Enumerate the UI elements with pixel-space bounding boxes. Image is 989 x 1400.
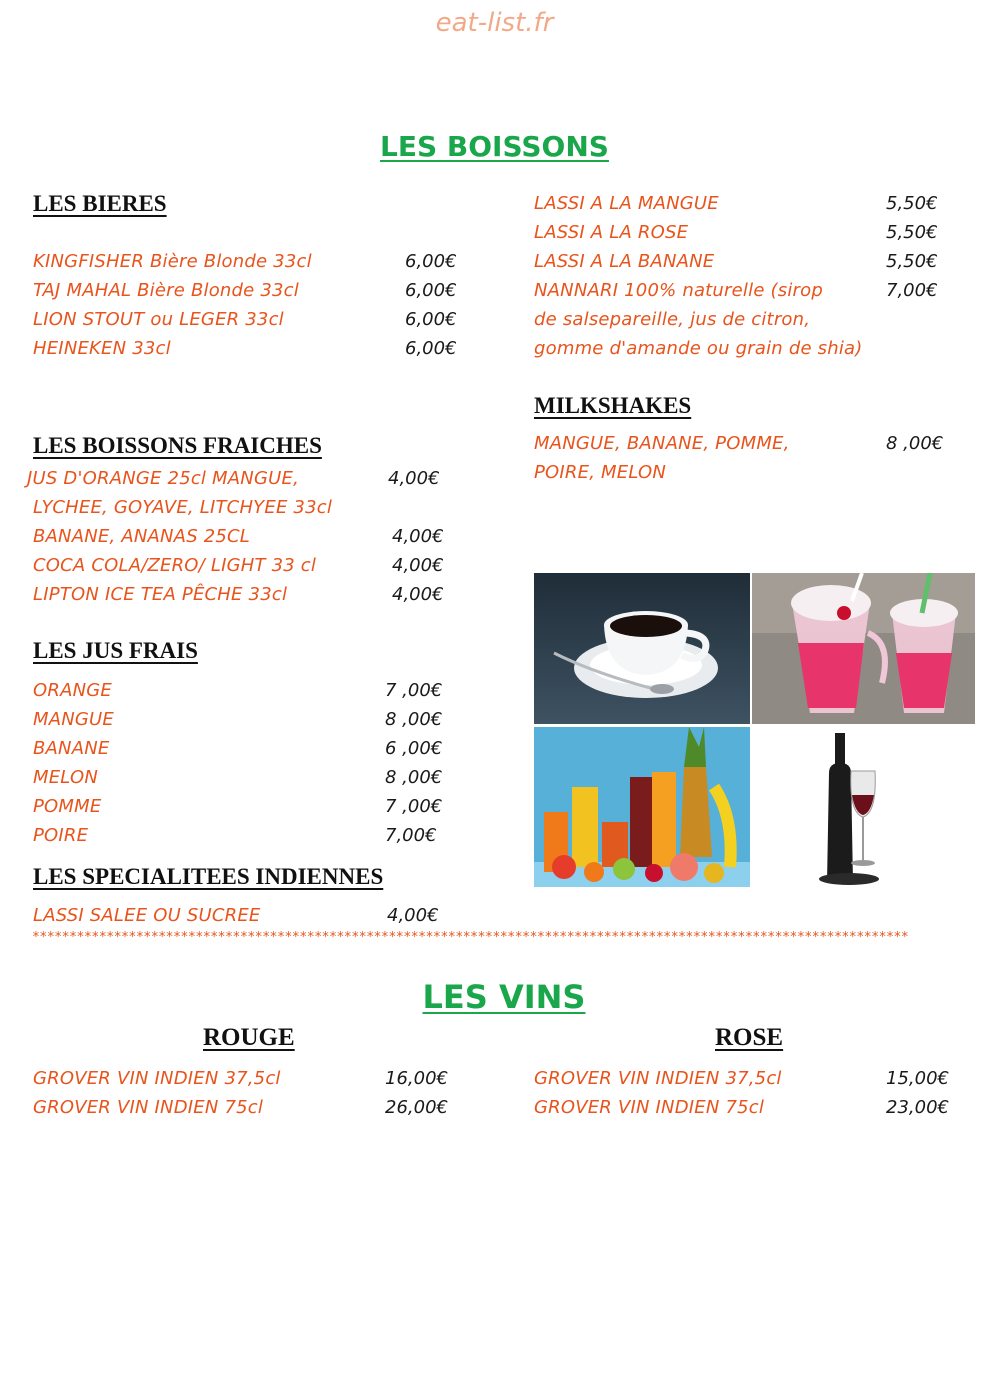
list-item: ORANGE bbox=[33, 680, 112, 701]
title-boissons: LES BOISSONS bbox=[380, 130, 609, 163]
price: 7 ,00€ bbox=[385, 680, 443, 701]
price: 5,50€ bbox=[886, 193, 938, 214]
list-item: LION STOUT ou LEGER 33cl bbox=[33, 309, 284, 330]
list-item: LASSI A LA ROSE bbox=[534, 222, 689, 243]
price: 6,00€ bbox=[405, 309, 457, 330]
list-item: LASSI A LA MANGUE bbox=[534, 193, 719, 214]
price: 8 ,00€ bbox=[385, 709, 443, 730]
list-item: MANGUE, BANANE, POMME, bbox=[534, 433, 790, 454]
list-item: BANANE, ANANAS 25CL bbox=[33, 526, 251, 547]
price: 4,00€ bbox=[392, 584, 444, 605]
price: 4,00€ bbox=[392, 555, 444, 576]
milkshake-photo bbox=[752, 573, 975, 724]
list-item: POIRE, MELON bbox=[534, 462, 667, 483]
heading-jus-frais: LES JUS FRAIS bbox=[33, 638, 198, 663]
heading-fraiches: LES BOISSONS FRAICHES bbox=[33, 433, 322, 458]
price: 7 ,00€ bbox=[385, 796, 443, 817]
list-item: GROVER VIN INDIEN 37,5cl bbox=[534, 1068, 782, 1089]
price: 4,00€ bbox=[392, 526, 444, 547]
price: 6,00€ bbox=[405, 338, 457, 359]
price: 23,00€ bbox=[886, 1097, 949, 1118]
heading-rose: ROSE bbox=[715, 1024, 784, 1051]
price: 7,00€ bbox=[385, 825, 437, 846]
list-item: de salsepareille, jus de citron, bbox=[534, 309, 811, 330]
list-item: TAJ MAHAL Bière Blonde 33cl bbox=[33, 280, 299, 301]
list-item: KINGFISHER Bière Blonde 33cl bbox=[33, 251, 312, 272]
price: 8 ,00€ bbox=[886, 433, 944, 454]
price: 5,50€ bbox=[886, 251, 938, 272]
price: 16,00€ bbox=[385, 1068, 448, 1089]
list-item: MELON bbox=[33, 767, 99, 788]
price: 6,00€ bbox=[405, 251, 457, 272]
price: 4,00€ bbox=[388, 468, 440, 489]
list-item: NANNARI 100% naturelle (sirop bbox=[534, 280, 823, 301]
price: 6 ,00€ bbox=[385, 738, 443, 759]
list-item: GROVER VIN INDIEN 37,5cl bbox=[33, 1068, 281, 1089]
list-item: COCA COLA/ZERO/ LIGHT 33 cl bbox=[33, 555, 317, 576]
list-item: LASSI A LA BANANE bbox=[534, 251, 715, 272]
heading-specialites: LES SPECIALITEES INDIENNES bbox=[33, 864, 384, 889]
heading-milkshakes: MILKSHAKES bbox=[534, 393, 692, 418]
wine-photo bbox=[805, 733, 900, 888]
list-item: HEINEKEN 33cl bbox=[33, 338, 171, 359]
price: 4,00€ bbox=[387, 905, 439, 926]
title-vins: LES VINS bbox=[422, 978, 586, 1016]
price: 26,00€ bbox=[385, 1097, 448, 1118]
list-item: POIRE bbox=[33, 825, 89, 846]
list-item: GROVER VIN INDIEN 75cl bbox=[33, 1097, 264, 1118]
list-item: LASSI SALEE OU SUCREE bbox=[33, 905, 261, 926]
list-item: GROVER VIN INDIEN 75cl bbox=[534, 1097, 765, 1118]
price: 7,00€ bbox=[886, 280, 938, 301]
list-item: JUS D'ORANGE 25cl MANGUE, bbox=[27, 468, 299, 489]
price: 6,00€ bbox=[405, 280, 457, 301]
watermark: eat-list.fr bbox=[435, 8, 554, 38]
price: 5,50€ bbox=[886, 222, 938, 243]
separator: ********************************************************************************************************************** bbox=[32, 930, 909, 945]
list-item: BANANE bbox=[33, 738, 110, 759]
fruit-juice-photo bbox=[534, 727, 750, 887]
heading-bieres: LES BIERES bbox=[33, 191, 167, 216]
list-item: LYCHEE, GOYAVE, LITCHYEE 33cl bbox=[33, 497, 333, 518]
list-item: gomme d'amande ou grain de shia) bbox=[534, 338, 863, 359]
list-item: LIPTON ICE TEA PÊCHE 33cl bbox=[33, 584, 288, 605]
list-item: POMME bbox=[33, 796, 102, 817]
price: 15,00€ bbox=[886, 1068, 949, 1089]
heading-rouge: ROUGE bbox=[203, 1024, 295, 1051]
list-item: MANGUE bbox=[33, 709, 115, 730]
coffee-photo bbox=[534, 573, 750, 724]
price: 8 ,00€ bbox=[385, 767, 443, 788]
